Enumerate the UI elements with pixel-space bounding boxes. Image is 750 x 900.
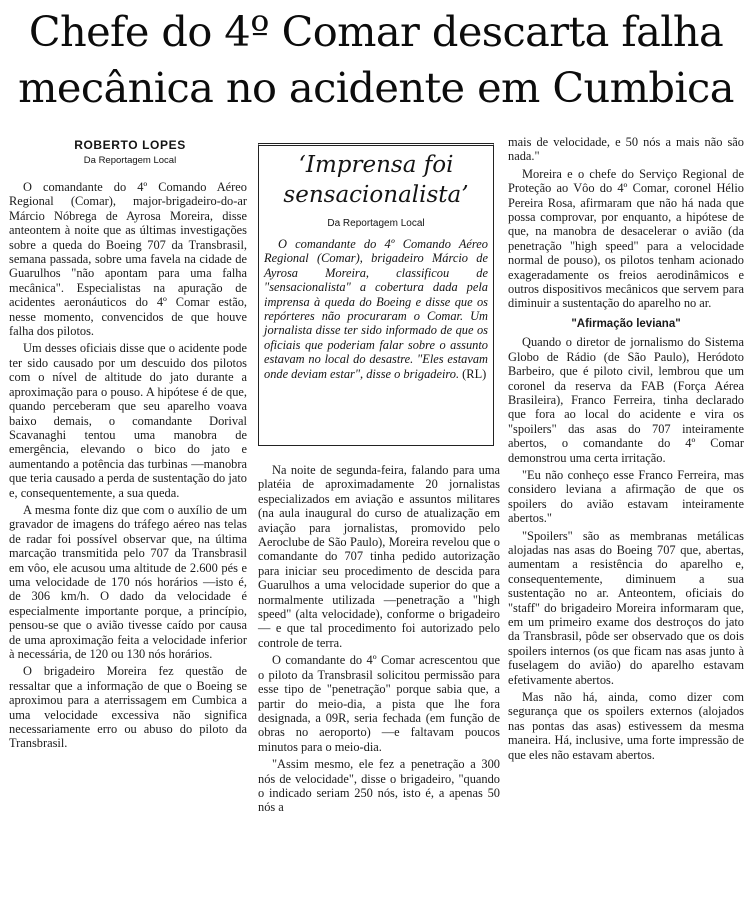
paragraph: "Spoilers" são as membranas metálicas alojadas nas asas do Boeing 707 que, abertas, aumentam a resistência do aparelho e, consequentemente, diminuem a sua sustentação no ar. Anteontem, oficiais do "staff" do brigadeiro Moreira informaram que, em um primeiro exame dos destroços do jato da Transbrasil, pôde ser observado que os dois spoilers internos (os que ficam nas asas junto à fuselagem do avião) do aparelho estavam efetivamente abertos. [508,528,744,687]
paragraph: O comandante do 4º Comando Aéreo Regional (Comar), major-brigadeiro-do-ar Márcio Nóbrega de Ayrosa Moreira, disse anteontem à noite que as últimas investigações sobre a queda do Boeing 707 da Transbrasil, semana passada, sobre uma favela na cidade de Guarulhos "não apontam para uma falha mecânica". Especialistas na apuração de acidentes aeronáuticos do 4º Comar estão, nesse momento, convencidos de que houve falha dos pilotos. [9,180,247,339]
article-column-2 [258,463,500,818]
headline [8,4,744,116]
article-column-1 [9,180,247,754]
paragraph: O comandante do 4º Comar acrescentou que o piloto da Transbrasil solicitou permissão para esse tipo de "penetração" porque sabia que, a partir do meio-dia, a pista que lhe fora designada, a 09R, seria fechada (em função de obras no aeroporto) —e faltavam poucos minutos para o meio-dia. [258,653,500,754]
paragraph: Quando o diretor de jornalismo do Sistema Globo de Rádio (de São Paulo), Heródoto Barbeiro, que é piloto civil, lembrou que um coronel da reserva da FAB (Força Aérea Brasileira), Franco Ferreira, tinha declarado que fora ao local do acidente e vira os "spoilers" das asas do 707 inteiramente abertos, o comandante do 4º Comar demonstrou uma certa irritação. [508,335,744,465]
article-column-3 [508,135,744,765]
byline-department: Da Reportagem Local [83,155,177,166]
sidebar-box [258,143,494,446]
paragraph: "Assim mesmo, ele fez a penetração a 300 nós de velocidade", disse o brigadeiro, "quando o indicado seriam 250 nós, isto é, a apenas 50 nós a [258,757,500,815]
paragraph: "Eu não conheço esse Franco Ferreira, mas considero leviana a afirmação de que os spoilers do avião estavam inteiramente abertos." [508,467,744,526]
paragraph: Mas não há, ainda, como dizer com segurança que os spoilers externos (alojados nas pontas das asas) estivessem da mesma maneira. Há, inclusive, uma forte impressão de que eles não estavam abertos. [508,690,744,762]
paragraph-continuation: mais de velocidade, e 50 nós a mais não são nada." [508,135,744,164]
sidebar-title [264,150,488,210]
paragraph: Na noite de segunda-feira, falando para uma platéia de aproximadamente 20 jornalistas especializados em aviação e assuntos militares (na aula inaugural do curso de atualização em aviação para jornalistas, promovido pelo Aeroclube de São Paulo), Moreira revelou que o comandante do 707 tinha pedido autorização para iniciar seu procedimento de descida para Guarulhos a uma velocidade superior do que a normalmente utilizada —penetração a "high speed" (alta velocidade), conforme o brigadeiro— e que tal procedimento foi autorizado pelo controle de terra. [258,463,500,650]
sidebar-body [264,237,488,381]
byline [60,138,200,166]
section-subhead: "Afirmação leviana" [571,317,681,330]
sidebar-body-text: O comandante do 4º Comando Aéreo Regional (Comar), brigadeiro Márcio de Ayrosa Moreira, classificou de "sensacionalista" a cobertura dada pela imprensa à queda do Boeing e disse que os repórteres não procuraram o Comar. Um jornalista disse ter sido informado de que os oficiais que poderiam falar sobre o assunto estavam no local do desastre. "Eles estavam onde deviam estar", disse o brigadeiro. [264,237,488,381]
sidebar-department: Da Reportagem Local [327,218,425,229]
sidebar-signature: (RL) [462,366,487,381]
sidebar-title-line-2: sensacionalista’ [283,182,469,208]
headline-line-1: Chefe do 4º Comar descarta falha [28,7,724,56]
sidebar-title-line-1: ‘Imprensa foi [298,152,454,178]
paragraph: Um desses oficiais disse que o acidente pode ter sido causado por um descuido dos pilotos com o nível de altitude do jato durante a aproximação para o pouso. A hipótese é de que, quando perceberam que seu aparelho voava baixo demais, o comandante Dorival Scavanaghi tentou uma manobra de emergência, elevando o bico do jato e aumentando a potência das turbinas —manobra que teria causado a perda de sustentação do jato e, consequentemente, a sua queda. [9,341,247,500]
paragraph: A mesma fonte diz que com o auxílio de um gravador de imagens do tráfego aéreo nas telas de radar foi possível observar que, na última marcação transmitida pelo 707 da Transbrasil em vôo, ele acusou uma altitude de 2.600 pés e uma velocidade de 170 nós horários —isto é, de 306 km/h. O dado da velocidade é especialmente importante porque, a princípio, pensou-se que o avião tivesse caído por causa de uma aproximação feita a velocidade inferior à necessária, de 120 ou 130 nós horários. [9,502,247,661]
headline-line-2: mecânica no acidente em Cumbica [18,63,734,112]
paragraph: Moreira e o chefe do Serviço Regional de Proteção ao Vôo do 4º Comar, coronel Hélio Pereira Rosa, afirmaram que não há nada que possa comprovar, por enquanto, a hipótese de que, na manobra de desacelerar o avião (da penetração "high speed" para a velocidade normal de pouso), os pilotos tenham acionado exageradamente os freios aerodinâmicos e outros dispositivos mecânicos que servem para diminuir a sustentação do aparelho no ar. [508,166,744,311]
paragraph: O brigadeiro Moreira fez questão de ressaltar que a informação de que o Boeing se aproximou para a aterrissagem em Cumbica a uma velocidade excessiva não significa necessariamente erro ou abuso do piloto da Transbrasil. [9,664,247,751]
byline-author: ROBERTO LOPES [74,138,186,152]
